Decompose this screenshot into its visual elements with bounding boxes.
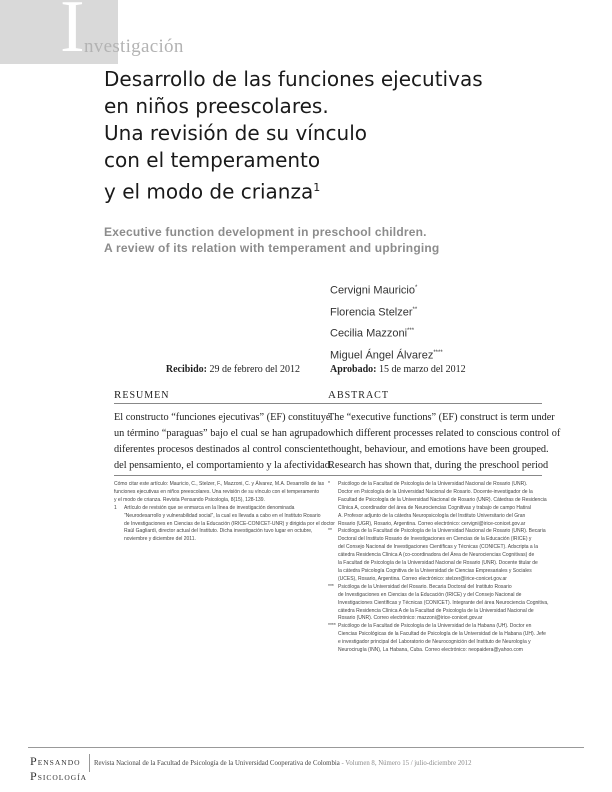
footnote-line: Neurocirugía (INN), La Habana, Cuba. Correo electrónico: neopaidera@yahoo.com (338, 647, 523, 654)
subtitle-line: A review of its relation with temperament and upbringing (104, 241, 440, 255)
author-note (328, 528, 546, 583)
author-mark: **** (433, 349, 443, 356)
resumen-heading-initial: R (114, 389, 123, 401)
author (330, 322, 443, 344)
abstract-heading-initial: A (328, 389, 337, 401)
abstract-line: Research has shown that, during the preschool period (328, 460, 549, 471)
english-subtitle (104, 224, 524, 256)
journal-logo (30, 754, 87, 784)
section-initial-letter: I (60, 0, 85, 68)
title-line (104, 174, 524, 206)
author-mark: ** (412, 306, 418, 313)
footnote-mark: ** (328, 528, 332, 535)
resumen-heading-rest: ESUMEN (122, 390, 170, 401)
resumen-line: diferentes procesos destinados al control consciente (114, 444, 328, 455)
journal-issue: - Volumen 8, Número 15 / julio-diciembre 2012 (341, 760, 472, 767)
author-mark: * (414, 285, 418, 291)
footnote-line: del Consejo Nacional de Investigaciones Científicas y Técnicas (CONICET). Adscripta a la (338, 544, 538, 551)
resumen-line: del pensamiento, el comportamiento y la afectividad. (114, 460, 333, 471)
footnote-line: la Facultad de Psicología de la Universidad Nacional de Rosario (UNR). Docente titular de (338, 560, 538, 567)
received-value: 29 de febrero del 2012 (209, 364, 300, 375)
author-notes (328, 481, 549, 655)
footnote-line: Psicólogo de la Facultad de Psicología de la Universidad Nacional de Rosario (UNR). (338, 481, 528, 487)
title-footnote-mark: 1 (313, 181, 321, 194)
author-note (328, 623, 546, 655)
author-note (328, 583, 549, 624)
citation-note (114, 481, 325, 505)
author-name: Cervigni Mauricio (330, 284, 415, 297)
author-mark: *** (407, 328, 415, 335)
footnote-line: de Investigaciones en Ciencias de la Educación (IRICE-CONICET-UNR) y dirigida por el doctor (124, 520, 335, 527)
author-name: Miguel Ángel Álvarez (330, 349, 434, 362)
author-name: Cecilia Mazzoni (330, 327, 408, 340)
abstract-text (328, 410, 561, 474)
title-line-text: y el modo de crianza (104, 179, 314, 204)
author-name: Florencia Stelzer (330, 306, 413, 319)
footnote-line: y el modo de crianza. Revista Pensando Psicología, 8(15), 128-139. (114, 496, 265, 503)
footnote-line: cátedra Residencia Clínica A de la Facultad de Psicología de la Universidad Nacional de (338, 607, 534, 614)
footnote-line: de Investigaciones en Ciencias de la Educación (IRICE) y del Consejo Nacional de (338, 591, 522, 598)
resumen-rule (114, 403, 328, 404)
footnote-line: Cómo citar este artículo: Mauricio, C., Stelzer, F., Mazzoni, C. y Álvarez, M.A. Desarrollo de las (114, 481, 325, 487)
footnote-line: Artículo de revisión que se enmarca en la línea de investigación denominada (124, 504, 295, 511)
abstract-heading-rest: BSTRACT (336, 390, 389, 401)
footnote-line: Investigaciones Científicas y Técnicas (CONICET). Integrante del área Neurociencia Cognitiva, (338, 599, 549, 606)
resumen-line: El constructo “funciones ejecutivas” (EF) constituye (114, 412, 331, 423)
article-title (104, 66, 524, 206)
title-line: con el temperamento (104, 148, 321, 172)
footnote-line: Psicólogo de la Facultad de Psicología de la Universidad de la Habana (UH). Doctor en (338, 623, 532, 630)
footnote-line: “Neurodesarrollo y vulnerabilidad social”, la cual es llevada a cabo en el Instituto Rosario (124, 512, 321, 519)
footnote-line: Rosario (UNR). Correo electrónico: mazzoni@irice-conicet.gov.ar (338, 615, 483, 622)
logo-line (30, 769, 87, 784)
footnote-line: funciones ejecutivas en niños preescolares. Una revisión de su vínculo con el temperamento (114, 488, 320, 495)
footnote-line: Rosario (UGR), Rosario, Argentina. Correo electrónico: cervigni@irice-conicet.gov.ar (338, 520, 526, 527)
footnote-line: Ciencias Psicológicas de la Facultad de Psicología de la Universidad de la Habana (UH). Jefe (338, 631, 546, 638)
footnote-line: Clínica A, coordinador del área de Neurociencias Cognitivas y trabajo de campo Hatiral (338, 504, 531, 511)
footnote-line: noviembre y diciembre del 2011. (124, 536, 196, 543)
footer-rule (28, 747, 584, 748)
footnote-1 (114, 504, 335, 545)
footnote-line: Psicóloga de la Universidad del Rosario. Becaria Doctoral del Instituto Rosario (338, 583, 512, 590)
resumen-line: un término “paraguas” bajo el cual se han agrupado (114, 428, 328, 439)
logo-line (30, 754, 87, 769)
abstract-line: The “executive functions” (EF) construct is term under (328, 412, 555, 423)
logo-text: ENSANDO (37, 758, 81, 767)
approved-value: 15 de marzo del 2012 (379, 364, 466, 375)
title-line: en niños preescolares. (104, 94, 329, 118)
author-note (328, 481, 547, 528)
received-label: Recibido: (165, 364, 207, 375)
footnote-line: Facultad de Psicología de la Universidad Nacional de Rosario (UNR). Cátedras de Residencia (338, 496, 547, 503)
footnote-line: A. Profesor adjunto de la cátedra Neuropsicología del Instituto Universitario del Gran (338, 512, 526, 519)
approved-label: Aprobado: (330, 364, 377, 375)
logo-cap: P (30, 769, 38, 783)
footnote-mark: 1 (114, 504, 117, 511)
approved-date (330, 364, 466, 375)
title-line: Una revisión de su vínculo (104, 121, 367, 145)
footnote-mark: *** (328, 583, 334, 590)
footnote-line: Raúl Gagliardi, director actual del Instituto. Dicha investigación tuvo lugar en octubre, (124, 528, 313, 535)
author-list (330, 279, 443, 366)
author (330, 301, 443, 323)
footnote-line: (UCES), Rosario, Argentina. Correo electrónico: stelzer@irice-conicet.gov.ar (338, 575, 507, 582)
footer-separator (89, 754, 90, 772)
left-footnotes (114, 481, 335, 544)
abstract-rule (328, 403, 542, 404)
abstract-line: which different processes related to conscious control of (328, 428, 561, 439)
footnote-line: e investigador principal del Laboratorio de Neurocognición del Instituto de Neurología y (338, 639, 531, 646)
title-line: Desarrollo de las funciones ejecutivas (104, 67, 483, 91)
subtitle-line: Executive function development in preschool children. (104, 225, 427, 239)
section-label: nvestigación (84, 36, 184, 57)
journal-name: Revista Nacional de la Facultad de Psicología de la Universidad Cooperativa de Colombia (94, 760, 340, 767)
footnote-line: cátedra Residencia Clínica A (co-coordinadora del Área de Neurociencias Cognitivas) de (338, 552, 535, 559)
footnote-line: Psicóloga de la Facultad de Psicología de la Universidad Nacional de Rosario (UNR). Becaria (338, 528, 546, 535)
abstract-line: thought, behaviour, and emotions have been grouped. (328, 444, 549, 455)
footnote-mark: * (328, 481, 330, 487)
footnote-mark: **** (328, 623, 336, 630)
footnote-line: la cátedra Psicología Cognitiva de la Universidad de Ciencias Empresariales y Sociales (338, 567, 532, 574)
abstract-heading (328, 389, 389, 401)
resumen-text (114, 410, 333, 474)
footnote-line: Doctoral del Instituto Rosario de Investigaciones en Ciencias de la Educación (IRICE) y (338, 536, 532, 543)
author (330, 279, 443, 301)
received-date (166, 364, 300, 375)
author (330, 344, 443, 366)
logo-text: SICOLOGÍA (37, 773, 88, 782)
logo-cap: P (30, 754, 38, 768)
footnote-line: Doctor en Psicología de la Universidad Nacional de Rosario. Docente-investigador de la (338, 488, 533, 495)
footnote-separator (114, 475, 542, 476)
journal-footer (94, 760, 471, 767)
resumen-heading (114, 389, 169, 401)
